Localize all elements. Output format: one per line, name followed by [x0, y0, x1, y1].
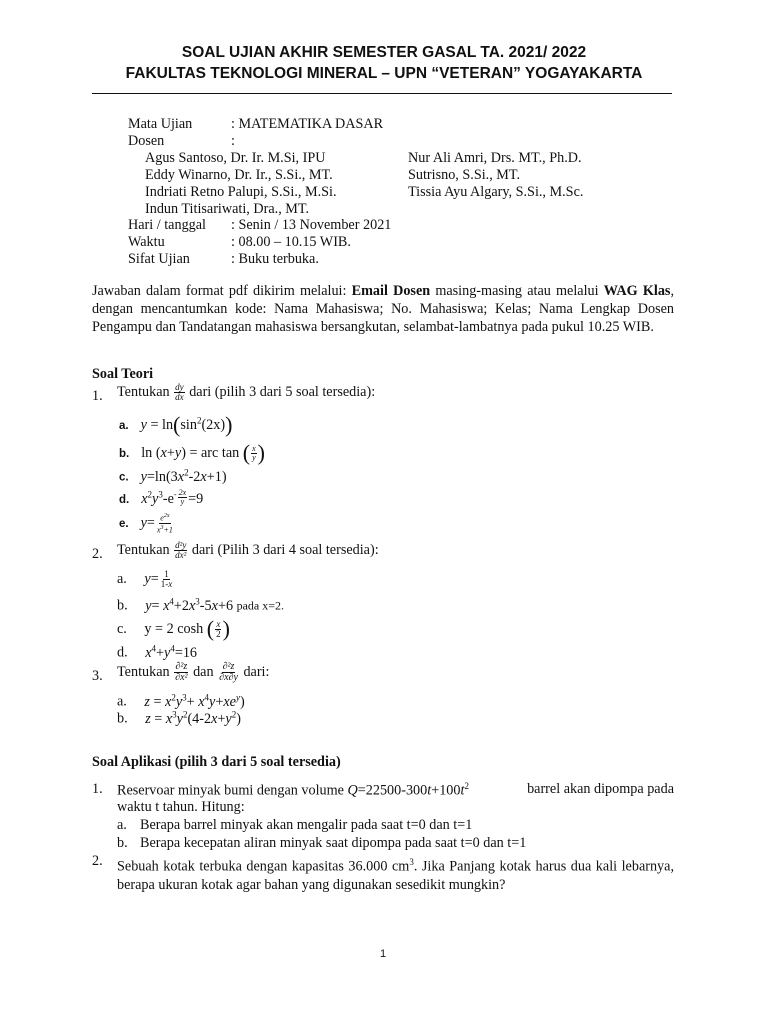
- a2-text: Sebuah kotak terbuka dengan kapasitas 36.000 $cm^3$. Jika Panjang kotak harus dua kali lebarnya, berapa ukuran kotak agar bahan yang digunakan sesedikit mungkin?: [117, 857, 674, 893]
- q3-number: 3.: [92, 668, 103, 684]
- q3-item-b: b. $z = x^3y^2(4-2x+y^2)$: [117, 709, 241, 727]
- mata-ujian-value: : MATEMATIKA DASAR: [231, 116, 384, 132]
- a1-line2: waktu t tahun. Hitung:: [117, 799, 245, 815]
- waktu-label: Waktu: [128, 234, 165, 250]
- mata-ujian-label: Mata Ujian: [128, 116, 193, 132]
- q1-item-c: c. $y=\ln(3x^2-2x+1)$: [119, 467, 227, 485]
- hari-value: : Senin / 13 November 2021: [231, 217, 392, 233]
- q1-item-a: a. $y = \ln(\sin^2(2x))$: [119, 412, 233, 437]
- dosen-right-item: Nur Ali Amri, Drs. MT., Ph.D.: [408, 150, 582, 166]
- teori-title: Soal Teori: [92, 366, 154, 382]
- a2-number: 2.: [92, 853, 103, 869]
- q1-stem: Tentukan $\frac{dy}{dx}$ dari (pilih 3 dari 5 soal tersedia):: [117, 382, 376, 402]
- aplikasi-title: Soal Aplikasi (pilih 3 dari 5 soal tersedia): [92, 754, 341, 770]
- header-divider: [92, 93, 672, 94]
- dosen-left-item: Indriati Retno Palupi, S.Si., M.Si.: [145, 184, 337, 200]
- sifat-value: : Buku terbuka.: [231, 251, 319, 267]
- q1-number: 1.: [92, 388, 103, 404]
- q1-item-d: d. $x^2y^3-e^-$ $\frac{2x}{y}$ =9: [119, 488, 204, 507]
- sifat-label: Sifat Ujian: [128, 251, 190, 267]
- a1-sub-b: Berapa kecepatan aliran minyak saat dipompa pada saat t=0 dan t=1: [140, 835, 527, 851]
- q2-number: 2.: [92, 546, 103, 562]
- q2-item-a: a. y= $\frac{1}{1-x}$: [117, 569, 173, 589]
- dosen-colon: :: [231, 133, 235, 149]
- hari-label: Hari / tanggal: [128, 217, 207, 233]
- q1-item-e: e. y= $\frac{e^{2x}}{x^3+1}$: [119, 513, 173, 535]
- q3-item-a: a. $z = x^2y^3+ x^4y+xe^y$): [117, 692, 245, 710]
- dosen-right-item: Sutrisno, S.Si., MT.: [408, 167, 521, 183]
- page-number: 1: [380, 948, 387, 960]
- a1-line1: Reservoar minyak bumi dengan volume $Q=22500-300t+100t^2$ barrel akan dipompa pada: [117, 781, 674, 799]
- a1-number: 1.: [92, 781, 103, 797]
- dosen-right-item: Tissia Ayu Algary, S.Si., M.Sc.: [408, 184, 584, 200]
- a1-sub-b-label: b.: [117, 835, 128, 851]
- q2-item-d: d. $x^4+y^4=16$: [117, 643, 198, 661]
- dosen-label: Dosen: [128, 133, 165, 149]
- a1-sub-a-label: a.: [117, 817, 127, 833]
- instructions-paragraph: Jawaban dalam format pdf dikirim melalui: Email Dosen masing-masing atau melalui WAG Klas, dengan mencantumkan kode: Nama Mahasiswa; No. Mahasiswa; Kelas; Nama Lengkap Dosen Pengampu dan Tandatangan mahasiswa bersangkutan, selambat-lambatnya pada pukul 10.25 WIB.: [92, 283, 674, 335]
- q3-stem: Tentukan $\frac{\text{∂²z}}{\text{∂x²}}$ dan $\frac{\text{∂²z}}{\partial x\partial y}$ dari:: [117, 661, 270, 683]
- dosen-left-item: Indun Titisariwati, Dra., MT.: [145, 201, 310, 217]
- dosen-left-item: Eddy Winarno, Dr. Ir., S.Si., MT.: [145, 167, 333, 183]
- q2-stem: Tentukan $\frac{\text{d²y}}{\text{dx²}}$ dari (Pilih 3 dari 4 soal tersedia):: [117, 540, 379, 560]
- q2-item-c: c. y = 2 cosh ( $\frac{x}{2}$ ): [117, 616, 230, 641]
- a1-sub-a: Berapa barrel minyak akan mengalir pada saat t=0 dan t=1: [140, 817, 473, 833]
- q1-item-b: b. ln (x+y) = arc tan ( $\frac{x}{y}$ ): [119, 440, 265, 465]
- dosen-left-item: Agus Santoso, Dr. Ir. M.Si, IPU: [145, 150, 326, 166]
- exam-title: SOAL UJIAN AKHIR SEMESTER GASAL TA. 2021/ 2022: [181, 44, 587, 61]
- waktu-value: : 08.00 – 10.15 WIB.: [231, 234, 351, 250]
- faculty-title: FAKULTAS TEKNOLOGI MINERAL – UPN “VETERAN” YOGAYAKARTA: [125, 65, 643, 82]
- q2-item-b: b. $y= x^4+2x^3-5x+6$ pada x=2.: [117, 596, 285, 614]
